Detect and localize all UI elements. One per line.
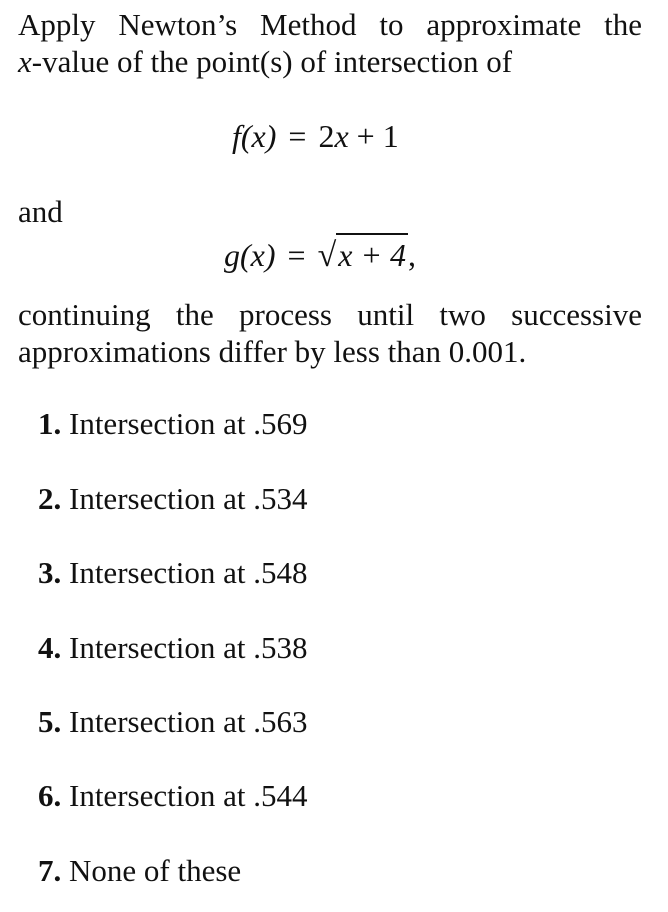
equals-sign-g: = (287, 237, 306, 273)
choice-number: 4. (38, 630, 62, 665)
f-variable: x (334, 118, 349, 154)
choice-number: 3. (38, 555, 62, 590)
intro-line-2 (18, 43, 642, 80)
choice-text: Intersection at .538 (69, 630, 308, 665)
answer-choice-6[interactable] (38, 778, 307, 814)
g-comma: , (408, 237, 417, 273)
answer-choice-4[interactable] (38, 630, 307, 666)
choice-text: Intersection at .534 (69, 481, 308, 516)
square-root (318, 237, 408, 275)
radical-icon: √ (317, 237, 337, 274)
choice-text: Intersection at .548 (69, 555, 308, 590)
intro-text-2: -value of the point(s) of intersection of (31, 44, 513, 79)
intro-line-1 (18, 6, 642, 43)
choice-number: 2. (38, 481, 62, 516)
g-radicand: x + 4 (336, 233, 408, 273)
choice-text: Intersection at .544 (69, 778, 308, 813)
answer-choice-2[interactable] (38, 481, 307, 517)
and-word: and (18, 194, 63, 229)
answer-choice-3[interactable] (38, 555, 307, 591)
g-lhs: g(x) (224, 237, 276, 273)
equation-f (232, 118, 399, 155)
choice-number: 1. (38, 406, 62, 441)
answer-choice-7[interactable] (38, 853, 241, 889)
f-coefficient: 2 (318, 118, 335, 154)
answer-choice-5[interactable] (38, 704, 307, 740)
intro-text-1: Apply Newton’s Method to approximate the (18, 7, 642, 42)
choice-text: Intersection at .563 (69, 704, 308, 739)
answer-choice-1[interactable] (38, 406, 307, 442)
choice-text: Intersection at .569 (69, 406, 308, 441)
choice-number: 6. (38, 778, 62, 813)
choice-number: 7. (38, 853, 62, 888)
f-lhs: f(x) (232, 118, 277, 154)
equation-g (224, 237, 416, 275)
equals-sign-f: = (288, 118, 307, 154)
f-constant: + 1 (356, 118, 399, 154)
continue-line-1 (18, 296, 642, 333)
choice-number: 5. (38, 704, 62, 739)
intro-variable-x: x (18, 44, 32, 79)
continue-line-2 (18, 333, 642, 370)
continue-text-1: continuing the process until two successive (18, 297, 642, 332)
and-line (18, 193, 642, 230)
continue-text-2: approximations differ by less than 0.001. (18, 334, 527, 369)
choice-text: None of these (69, 853, 242, 888)
